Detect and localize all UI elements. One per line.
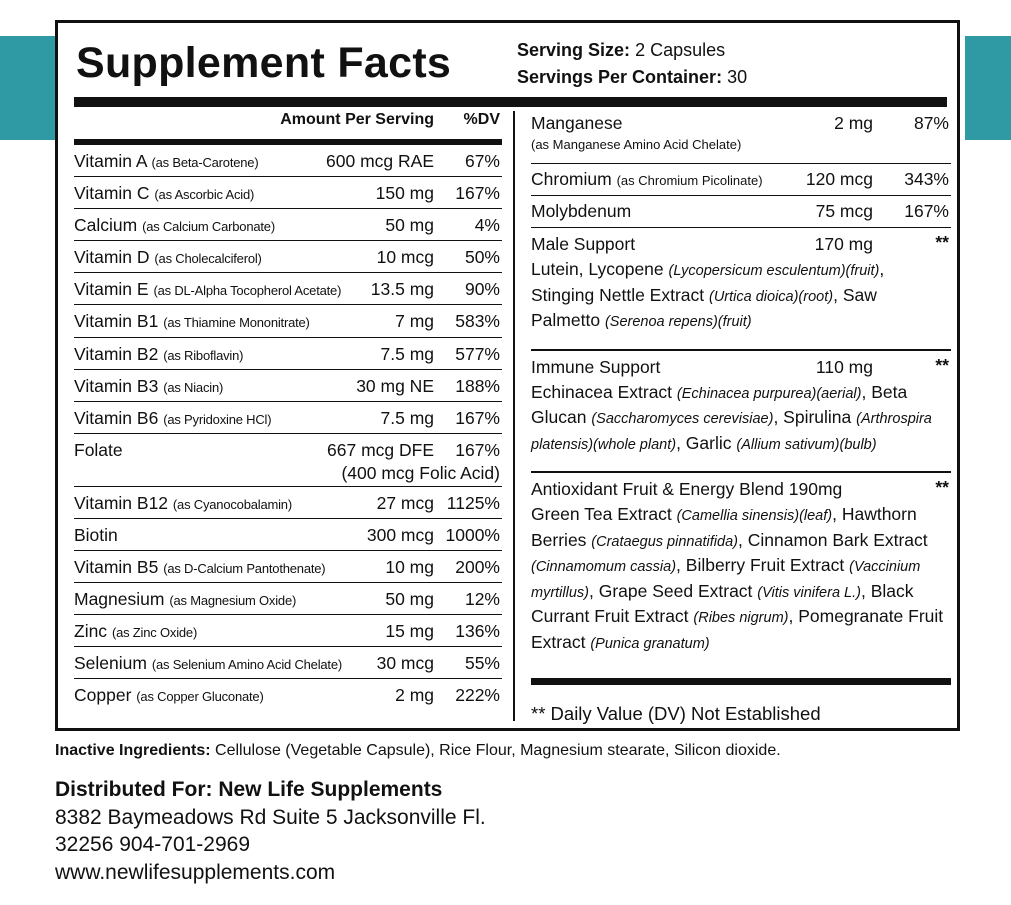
nutrient-name	[74, 311, 310, 332]
blend-header	[531, 355, 951, 381]
nutrient-dv: 583%	[455, 311, 500, 332]
nutrient-source: (as Cyanocobalamin)	[172, 496, 292, 512]
nutrient-name	[74, 440, 123, 461]
nutrient-name	[74, 183, 254, 204]
nutrient-amount: 30 mg NE	[356, 375, 434, 396]
table-row	[74, 145, 502, 177]
inactive-ingredients	[55, 742, 781, 760]
nutrient-amount: 27 mcg	[376, 492, 434, 513]
blend-header	[531, 477, 951, 503]
ingredient-text: , Spirulina	[773, 407, 857, 427]
table-row	[531, 164, 951, 196]
botanical-source: (Saccharomyces cerevisiae)	[591, 411, 774, 427]
nutrient-name	[74, 376, 223, 397]
botanical-source: (Urtica dioica)(root)	[709, 288, 834, 305]
nutrient-label: Vitamin A	[74, 151, 147, 171]
nutrient-dv: 167%	[455, 407, 500, 428]
nutrient-amount: 75 mcg	[815, 201, 873, 221]
botanical-source: (Vitis vinifera L.)	[757, 584, 861, 601]
nutrient-source: (as D-Calcium Pantothenate)	[163, 561, 326, 577]
ingredient-text: , Pomegranate Fruit Extract	[531, 606, 944, 652]
table-row	[74, 551, 502, 583]
table-row	[74, 209, 502, 241]
botanical-source: (Echinacea purpurea)(aerial)	[676, 385, 862, 402]
nutrient-source: (as Beta-Carotene)	[151, 155, 259, 170]
blend-header	[531, 232, 951, 258]
antioxidant-blend	[531, 477, 951, 656]
table-row	[74, 402, 502, 434]
nutrient-amount: 300 mcg	[366, 524, 434, 545]
nutrient-label: Vitamin B2	[74, 343, 159, 364]
nutrient-amount: 600 mcg RAE	[326, 151, 434, 171]
nutrient-amount: 667 mcg DFE	[327, 439, 434, 460]
nutrient-source: (as Pyridoxine HCl)	[163, 411, 272, 427]
botanical-source: (Camellia sinensis)(leaf)	[676, 508, 833, 524]
table-row	[74, 487, 502, 519]
ingredient-text: Green Tea Extract	[531, 504, 677, 524]
table-row	[74, 583, 502, 615]
ingredient-text: Lutein, Lycopene	[531, 259, 669, 279]
nutrient-label: Calcium	[74, 215, 138, 236]
distributor-address-2: 32256 904-701-2969	[55, 833, 251, 856]
table-row	[74, 241, 502, 273]
nutrient-label: Vitamin D	[74, 247, 150, 268]
blend-dv: **	[935, 232, 949, 252]
servings-per-container-value: 30	[727, 67, 748, 87]
nutrient-amount: 7.5 mg	[380, 343, 434, 364]
nutrient-name	[74, 621, 197, 642]
ingredient-text: Echinacea Extract	[531, 381, 677, 402]
nutrient-amount: 2 mg	[834, 113, 873, 133]
nutrient-name	[74, 247, 262, 268]
nutrient-dv: 1125%	[446, 492, 500, 513]
table-row	[74, 647, 502, 679]
amount-header: Amount Per Serving	[280, 111, 434, 128]
nutrient-label: Vitamin B1	[74, 311, 159, 332]
nutrient-amount: 120 mcg	[805, 169, 873, 189]
distributor-address-1: 8382 Baymeadows Rd Suite 5 Jacksonville Fl.	[55, 805, 486, 829]
blend-divider	[531, 471, 951, 473]
nutrient-source: (as Copper Gluconate)	[136, 689, 264, 705]
blend-ingredients	[531, 381, 951, 458]
nutrient-name	[74, 653, 342, 674]
nutrient-label: Copper	[74, 685, 132, 706]
ingredient-text: , Stinging Nettle Extract	[531, 259, 885, 305]
botanical-source: (Cinnamomum cassia)	[531, 559, 677, 575]
serving-size-value: 2 Capsules	[635, 40, 726, 60]
nutrient-dv: 87%	[913, 113, 949, 133]
nutrient-dv: 50%	[464, 247, 500, 268]
nutrient-amount: 30 mcg	[376, 653, 434, 674]
blend-ingredients	[531, 503, 951, 656]
ingredient-text: , Garlic	[676, 432, 737, 453]
nutrient-amount: 150 mg	[375, 183, 434, 204]
table-row	[74, 434, 502, 487]
nutrient-source: (as Riboflavin)	[163, 347, 244, 363]
nutrient-dv: 136%	[455, 621, 500, 642]
nutrient-amount: 7 mg	[395, 311, 434, 332]
table-row	[74, 177, 502, 209]
nutrient-amount: 15 mg	[385, 621, 434, 642]
nutrient-label: Zinc	[74, 621, 108, 642]
nutrient-dv: 1000%	[445, 524, 500, 545]
botanical-source: (Vaccinium myrtillus)	[531, 559, 921, 601]
blend-name: Immune Support	[531, 356, 661, 377]
nutrient-label: Vitamin B5	[74, 557, 159, 578]
botanical-source: (Lycopersicum esculentum)(fruit)	[668, 263, 880, 279]
table-row	[74, 519, 502, 551]
nutrient-source: (as DL-Alpha Tocopherol Acetate)	[153, 283, 342, 299]
table-row	[74, 615, 502, 647]
teal-accent-left	[0, 36, 55, 140]
nutrient-label: Vitamin E	[74, 279, 149, 300]
botanical-source: (Ribes nigrum)	[693, 610, 789, 626]
distributor-info	[55, 776, 486, 886]
nutrient-name	[74, 493, 292, 514]
serving-info	[517, 37, 747, 91]
blend-amount: 110 mg	[815, 356, 873, 377]
botanical-source: (Crataegus pinnatifida)	[591, 533, 738, 550]
nutrient-dv: 167%	[455, 439, 500, 460]
nutrient-source: (as Ascorbic Acid)	[154, 187, 255, 203]
nutrient-amount: 7.5 mg	[380, 407, 434, 428]
table-row	[74, 679, 502, 710]
nutrient-label: Vitamin B3	[74, 375, 159, 396]
nutrient-name: Manganese	[531, 113, 623, 133]
immune-support-blend	[531, 355, 951, 458]
inactive-label: Inactive Ingredients:	[55, 742, 211, 759]
nutrient-source: (as Niacin)	[163, 379, 224, 395]
dv-header: %DV	[463, 111, 500, 128]
nutrient-name	[531, 169, 763, 190]
blend-name: Antioxidant Fruit & Energy Blend 190mg	[531, 479, 843, 499]
nutrient-name	[74, 557, 325, 578]
nutrient-label: Vitamin C	[74, 183, 150, 204]
blend-divider	[531, 349, 951, 351]
ingredient-text: , Black Currant Fruit Extract	[531, 580, 914, 626]
nutrient-amount: 10 mg	[385, 557, 434, 578]
nutrient-source: (as Thiamine Mononitrate)	[163, 315, 310, 331]
nutrient-subnote: (400 mcg Folic Acid)	[341, 462, 500, 483]
nutrient-source: (as Zinc Oxide)	[111, 625, 198, 641]
blend-dv: **	[935, 477, 949, 497]
chromium-name: Chromium	[531, 169, 612, 189]
nutrient-amount: 10 mcg	[376, 247, 434, 268]
table-row	[531, 111, 951, 164]
table-row	[74, 338, 502, 370]
ingredient-text: , Cinnamon Bark Extract	[738, 529, 928, 550]
botanical-source: (Serenoa repens)(fruit)	[604, 314, 752, 330]
nutrient-dv: 222%	[455, 685, 500, 706]
nutrient-label: Folate	[74, 439, 123, 460]
teal-accent-right	[965, 36, 1011, 140]
page-title: Supplement Facts	[76, 39, 452, 87]
ingredient-text: , Grape Seed Extract	[589, 580, 758, 601]
nutrient-dv: 55%	[464, 653, 500, 674]
nutrient-label: Vitamin B6	[74, 407, 159, 428]
distributor-label: Distributed For: New Life Supplements	[55, 778, 443, 801]
column-divider	[513, 111, 515, 721]
thick-divider	[74, 97, 947, 107]
nutrient-amount: 13.5 mg	[370, 279, 434, 300]
table-header	[74, 111, 502, 137]
nutrient-rows	[74, 145, 502, 711]
ingredient-text: , Beta Glucan	[531, 381, 908, 427]
blend-ingredients	[531, 258, 951, 335]
nutrient-label: Biotin	[74, 524, 118, 545]
nutrient-source: (as Calcium Carbonate)	[142, 219, 275, 235]
servings-per-container-label: Servings Per Container:	[517, 67, 723, 87]
blend-amount: 170 mg	[814, 234, 873, 254]
botanical-source: (Allium sativum)(bulb)	[736, 436, 877, 453]
nutrient-source: (as Manganese Amino Acid Chelate)	[531, 137, 742, 152]
nutrient-dv: 167%	[455, 183, 500, 204]
distributor-website: www.newlifesupplements.com	[55, 860, 336, 884]
blend-name: Male Support	[531, 234, 636, 254]
table-row	[74, 273, 502, 305]
nutrient-name	[74, 525, 118, 546]
nutrient-dv: 167%	[904, 201, 949, 221]
chromium-source: (as Chromium Picolinate)	[616, 173, 763, 188]
botanical-source: (Punica granatum)	[590, 635, 710, 652]
nutrient-dv: 343%	[904, 169, 949, 189]
nutrient-name	[74, 279, 341, 300]
nutrient-dv: 90%	[464, 279, 500, 300]
nutrient-name	[74, 685, 264, 706]
nutrient-name	[74, 344, 243, 365]
serving-size-label: Serving Size:	[517, 40, 631, 60]
nutrient-dv: 4%	[474, 215, 500, 236]
nutrient-source: (as Selenium Amino Acid Chelate)	[151, 657, 342, 673]
nutrient-source: (as Magnesium Oxide)	[169, 593, 297, 609]
nutrient-source: (as Cholecalciferol)	[154, 251, 262, 267]
dv-footnote: ** Daily Value (DV) Not Established	[531, 703, 821, 724]
nutrient-label: Vitamin B12	[74, 492, 169, 513]
supplement-facts-panel	[55, 20, 960, 731]
footnote-divider	[531, 678, 951, 685]
nutrient-dv: 188%	[455, 375, 500, 396]
nutrient-amount: 50 mg	[385, 215, 434, 236]
nutrient-label: Selenium	[74, 653, 147, 674]
ingredient-text: , Saw Palmetto	[531, 284, 877, 330]
table-row	[531, 196, 951, 228]
male-support-blend	[531, 232, 951, 335]
nutrient-label: Magnesium	[74, 589, 165, 610]
blend-dv: **	[935, 354, 949, 375]
ingredient-text: , Bilberry Fruit Extract	[676, 555, 850, 575]
nutrient-dv: 12%	[464, 589, 500, 610]
nutrient-name	[74, 151, 258, 172]
nutrient-name	[74, 408, 271, 429]
table-row	[74, 370, 502, 402]
nutrient-amount: 50 mg	[385, 589, 434, 610]
nutrient-name	[74, 215, 275, 236]
nutrient-table	[74, 111, 502, 711]
botanical-source: (Arthrospira platensis)(whole plant)	[531, 411, 932, 453]
nutrient-dv: 67%	[464, 151, 500, 171]
inactive-text: Cellulose (Vegetable Capsule), Rice Flour, Magnesium stearate, Silicon dioxide.	[215, 742, 781, 759]
nutrient-dv: 200%	[455, 557, 500, 578]
nutrient-name	[74, 589, 296, 610]
ingredient-text: , Hawthorn Berries	[531, 504, 917, 550]
blend-column	[531, 111, 951, 725]
nutrient-name: Molybdenum	[531, 201, 632, 221]
nutrient-dv: 577%	[455, 343, 500, 364]
table-row	[74, 305, 502, 337]
nutrient-amount: 2 mg	[395, 685, 434, 706]
